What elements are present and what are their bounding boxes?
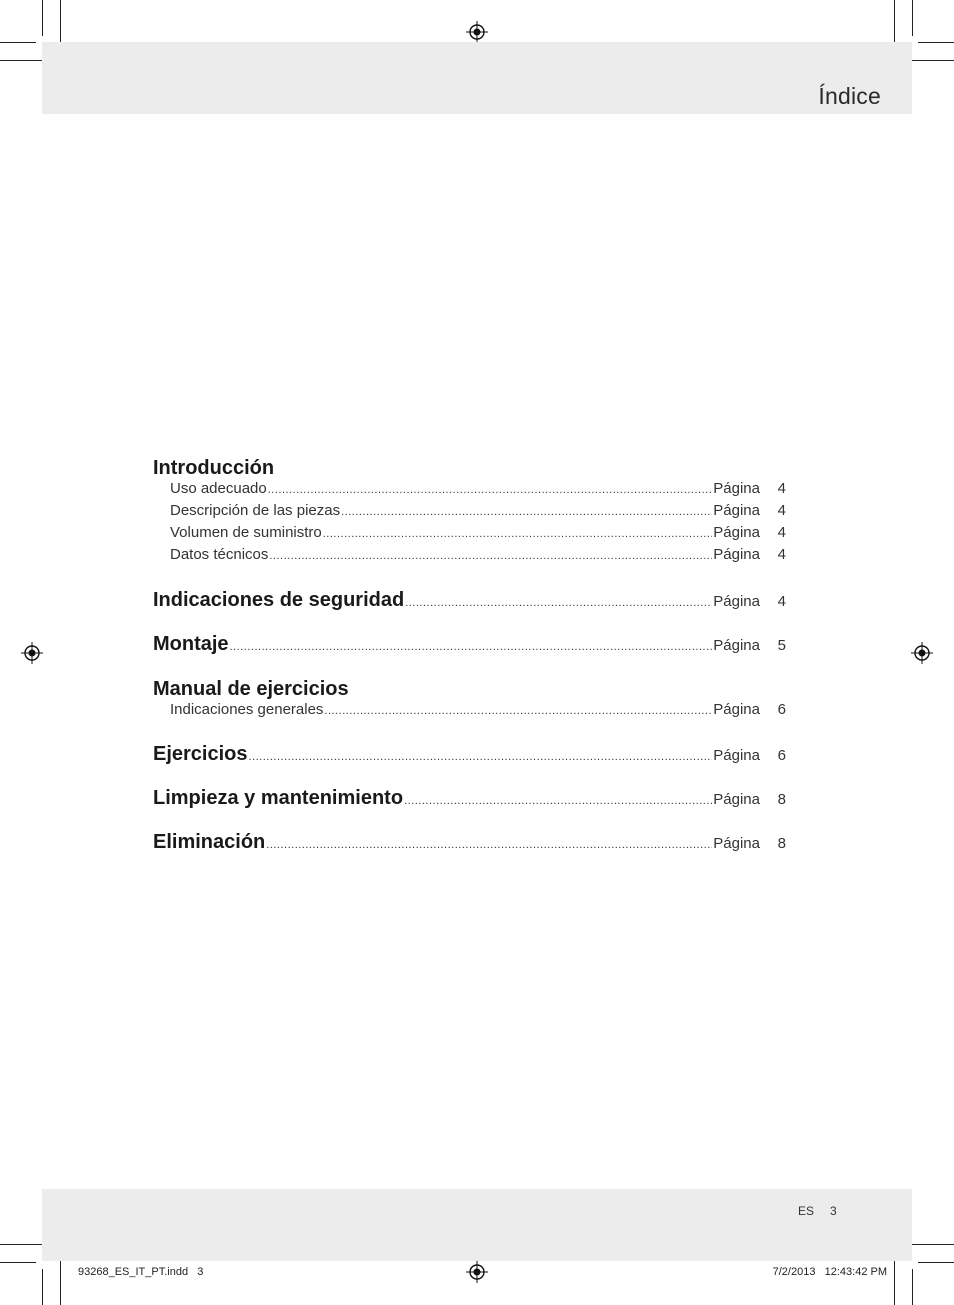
leader-dots: [266, 839, 712, 851]
toc-item[interactable]: [153, 701, 786, 723]
toc-section-title: Indicaciones de seguridad: [153, 589, 405, 611]
page-number: 4: [777, 546, 786, 563]
toc-section-title: Limpieza y mantenimiento: [153, 787, 404, 809]
footer-language: ES: [798, 1204, 815, 1218]
page-word: Página: [713, 747, 760, 764]
page-number: 6: [777, 701, 786, 718]
crop-mark: [918, 42, 954, 43]
page-number: 4: [777, 502, 786, 519]
page-word: Página: [713, 524, 760, 541]
registration-mark-icon: [911, 642, 933, 664]
slug-filename: 93268_ES_IT_PT.indd 3: [78, 1266, 204, 1278]
toc-section-title: Montaje: [153, 633, 229, 655]
crop-mark: [906, 1244, 954, 1245]
page-word: Página: [713, 546, 760, 563]
crop-mark: [894, 0, 895, 47]
crop-mark: [0, 42, 36, 43]
page-word: Página: [713, 701, 760, 718]
page-number: 5: [777, 637, 786, 654]
crop-mark: [60, 1258, 61, 1305]
toc-item[interactable]: [153, 480, 786, 502]
crop-mark: [42, 1269, 43, 1305]
leader-dots: [404, 795, 712, 807]
page-number: 8: [777, 835, 786, 852]
crop-mark: [918, 1262, 954, 1263]
crop-mark: [60, 0, 61, 47]
toc-item[interactable]: [153, 502, 786, 524]
crop-mark: [0, 1244, 48, 1245]
leader-dots: [230, 641, 713, 653]
toc-section-title: Ejercicios: [153, 743, 248, 765]
registration-mark-icon: [21, 642, 43, 664]
crop-mark: [0, 1262, 36, 1263]
page-word: Página: [713, 637, 760, 654]
leader-dots: [268, 484, 713, 496]
page-word: Página: [713, 791, 760, 808]
leader-dots: [249, 751, 713, 763]
leader-dots: [341, 506, 712, 518]
toc-section-title: Manual de ejercicios: [153, 678, 349, 700]
toc-item-label: Volumen de suministro: [170, 524, 322, 541]
page-title: Índice: [818, 83, 881, 109]
toc-section[interactable]: [153, 743, 786, 787]
leader-dots: [324, 705, 712, 717]
page-number: 4: [777, 524, 786, 541]
crop-mark: [912, 1269, 913, 1305]
page-number: 4: [777, 593, 786, 610]
toc-item[interactable]: [153, 524, 786, 546]
page-number: 6: [777, 747, 786, 764]
page-word: Página: [713, 593, 760, 610]
crop-mark: [42, 0, 43, 36]
header-band: [42, 42, 912, 114]
footer-page-number: 3: [830, 1204, 837, 1218]
crop-mark: [894, 1258, 895, 1305]
toc-item-label: Descripción de las piezas: [170, 502, 341, 519]
toc-section-title: Introducción: [153, 457, 275, 479]
crop-mark: [906, 60, 954, 61]
registration-mark-icon: [466, 1261, 488, 1283]
toc-section[interactable]: [153, 633, 786, 677]
table-of-contents: [153, 456, 786, 875]
toc-section[interactable]: [153, 831, 786, 875]
toc-item-label: Indicaciones generales: [170, 701, 324, 718]
toc-item[interactable]: [153, 546, 786, 568]
toc-item-label: Datos técnicos: [170, 546, 269, 563]
leader-dots: [269, 550, 712, 562]
page-number: 4: [777, 480, 786, 497]
crop-mark: [912, 0, 913, 36]
page-word: Página: [713, 502, 760, 519]
toc-section[interactable]: [153, 787, 786, 831]
toc-section-title: Eliminación: [153, 831, 266, 853]
registration-mark-icon: [466, 21, 488, 43]
page-number: 8: [777, 791, 786, 808]
footer-band: [42, 1189, 912, 1261]
leader-dots: [405, 597, 712, 609]
page-word: Página: [713, 835, 760, 852]
page-word: Página: [713, 480, 760, 497]
leader-dots: [323, 528, 713, 540]
toc-section[interactable]: [153, 589, 786, 633]
toc-item-label: Uso adecuado: [170, 480, 267, 497]
crop-mark: [0, 60, 48, 61]
slug-timestamp: 7/2/2013 12:43:42 PM: [772, 1266, 887, 1278]
